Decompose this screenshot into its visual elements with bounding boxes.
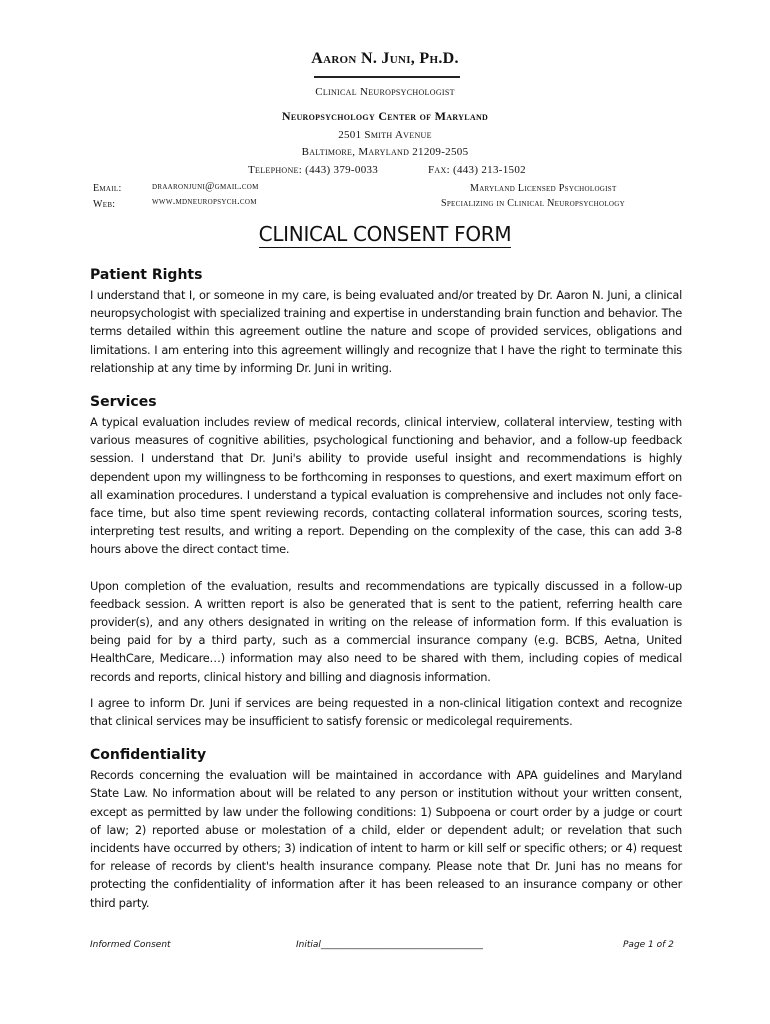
- doctor-title: Clinical Neuropsychologist: [315, 86, 455, 98]
- center-name: Neuropsychology Center of Maryland: [281, 109, 489, 123]
- services-paragraph-1: A typical evaluation includes review of medical records, clinical interview, collateral interview, testing with various measures of cognitive abilities, psychological functioning and behavior, and a follow-up feedback session. I understand that Dr. Juni's ability to provide useful insight and recommendations is highly dependent upon my willingness to be forthcoming in responses to questions, and exert maximum effort on all examination procedures. I understand a typical evaluation is comprehensive and includes not only face-face time, but also time spent reviewing records, contacting collateral information sources, scoring tests, interpreting test results, and writing a report. Depending on the complexity of the case, this can add 3-8 hours above the direct contact time.: [90, 415, 682, 557]
- doctor-name: Aaron N. Juni, Ph.D.: [311, 50, 459, 67]
- address-line-2: Baltimore, Maryland 21209-2505: [301, 146, 469, 158]
- section-heading-patient-rights: Patient Rights: [90, 267, 203, 283]
- section-heading-confidentiality: Confidentiality: [90, 747, 207, 764]
- form-body: [90, 266, 682, 912]
- email-label: Email:: [93, 183, 122, 194]
- services-paragraph-3: I agree to inform Dr. Juni if services are being requested in a non-clinical litigation context and recognize that clinical services may be insufficient to satisfy forensic or medicolegal requirements.: [90, 695, 682, 729]
- patient-rights-paragraph: I understand that I, or someone in my care, is being evaluated and/or treated by Dr. Aaron N. Juni, a clinical neuropsychologist with specialized training and expertise in understanding brain function and behavior. The terms detailed within this agreement outline the nature and scope of provided services, obligations and limitations. I am entering into this agreement willingly and recognize that I have the right to terminate this relationship at any time by informing Dr. Juni in writing.: [90, 288, 682, 375]
- license-text: Maryland Licensed Psychologist: [470, 183, 617, 194]
- form-title-text: CLINICAL CONSENT FORM: [258, 222, 512, 246]
- specialty-text: Specializing in Clinical Neuropsychology: [441, 198, 625, 209]
- footer-page-number: Page 1 of 2: [623, 940, 674, 950]
- fax: Fax: (443) 213-1502: [428, 164, 526, 176]
- name-underline: [314, 76, 460, 78]
- web-label: Web:: [93, 199, 116, 210]
- confidentiality-paragraph: Records concerning the evaluation will be maintained in accordance with APA guidelines and Maryland State Law. No information about will be related to any person or institution without your written consent, except as permitted by law under the following conditions: 1) Subpoena or court order by a judge or court of law; 2) reported abuse or molestation of a child, elder or dependent adult; or revelation that such incidents have occurred by others; 3) indication of intent to harm or kill self or specific others; or 4) request for release of records by client's health insurance company. Please note that Dr. Juni has no means for protecting the confidentiality of information after it has been released to an insurance company or other third party.: [90, 768, 682, 910]
- telephone: Telephone: (443) 379-0033: [248, 164, 379, 176]
- services-paragraph-2: Upon completion of the evaluation, results and recommendations are typically discussed in a follow-up feedback session. A written report is also be generated that is sent to the patient, referring health care provider(s), and any others designated in writing on the release of information form. If this evaluation is being paid for by a third party, such as a commercial insurance company (e.g. BCBS, Aetna, United HealthCare, Medicare…) information may also need to be shared with them, including copies of medical records and reports, clinical history and billing and diagnosis information.: [90, 578, 682, 684]
- email-link[interactable]: draaronjuni@gmail.com: [152, 181, 259, 192]
- section-heading-services: Services: [90, 394, 157, 411]
- address-line-1: 2501 Smith Avenue: [338, 129, 432, 141]
- footer-initial-field[interactable]: Initial____________________________________: [296, 940, 483, 950]
- form-title: [0, 222, 770, 246]
- web-link[interactable]: www.mdneuropsych.com: [152, 196, 257, 207]
- footer-informed-consent: Informed Consent: [90, 940, 171, 950]
